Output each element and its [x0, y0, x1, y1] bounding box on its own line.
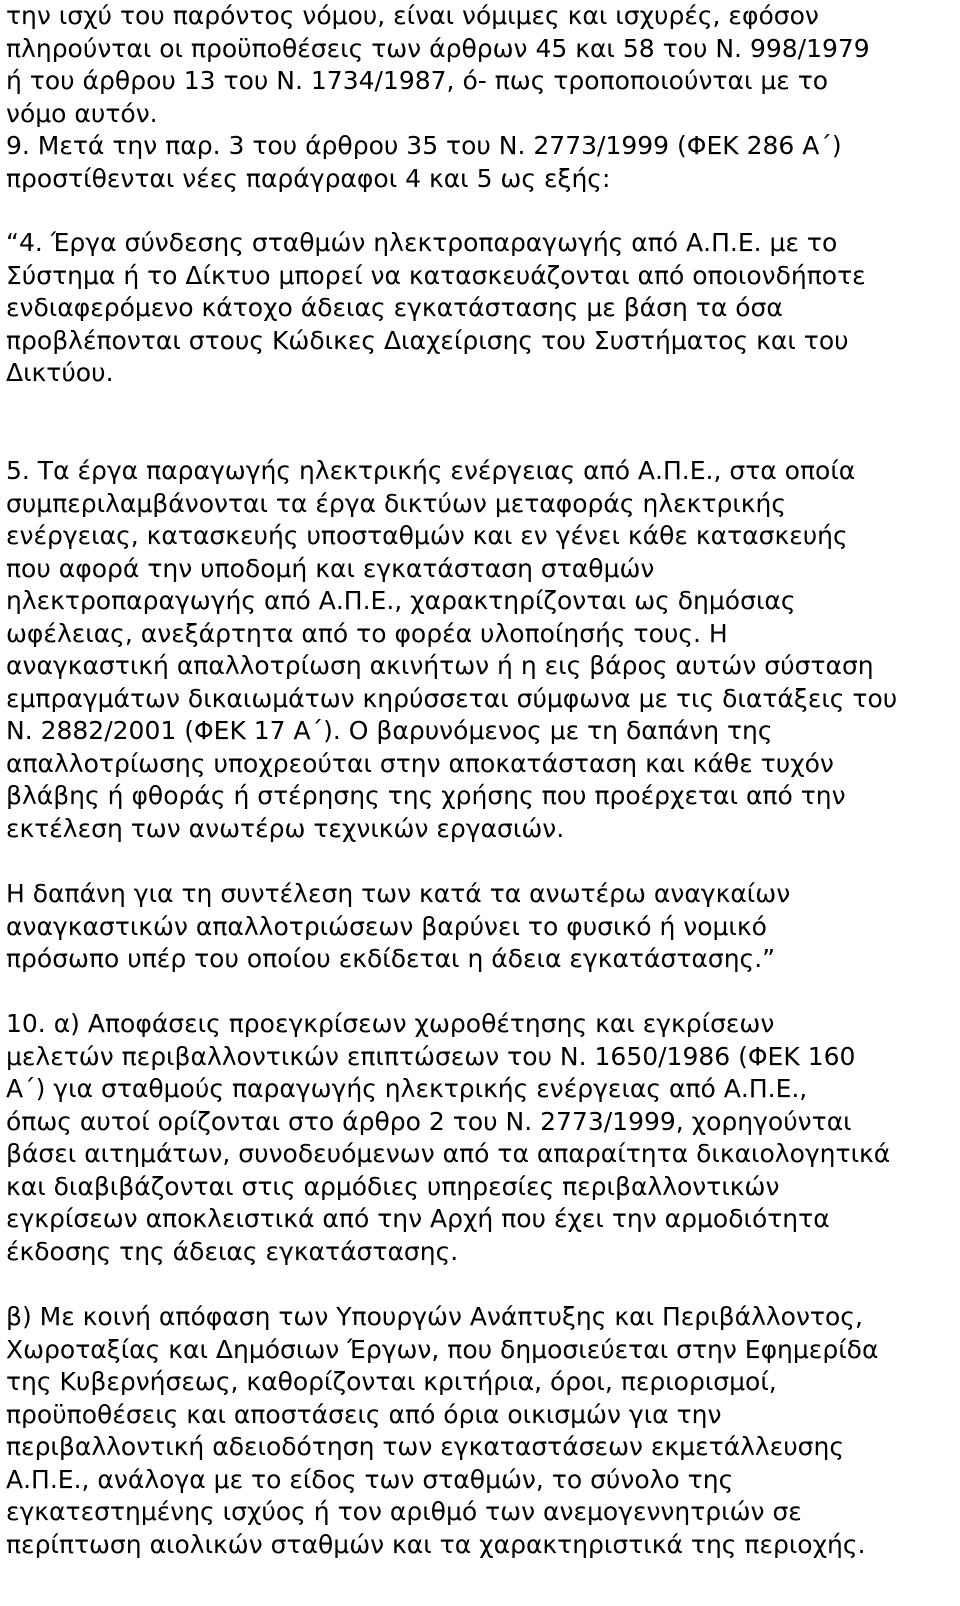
text-line: “4. Έργα σύνδεσης σταθμών ηλεκτροπαραγωγής από Α.Π.Ε. με το [6, 228, 838, 257]
text-line: αναγκαστική απαλλοτρίωση ακινήτων ή η εις βάρος αυτών σύσταση [6, 651, 874, 680]
text-line: 10. α) Αποφάσεις προεγκρίσεων χωροθέτησης και εγκρίσεων [6, 1009, 775, 1038]
text-line: 9. Μετά την παρ. 3 του άρθρου 35 του Ν. 2773/1999 (ΦΕΚ 286 Α΄) [6, 131, 842, 160]
text-line: προϋποθέσεις και αποστάσεις από όρια οικισμών για την [6, 1399, 722, 1429]
text-line: πρόσωπο υπέρ του οποίου εκδίδεται η άδεια εγκατάστασης.” [6, 944, 776, 973]
text-line: Α΄) για σταθμούς παραγωγής ηλεκτρικής ενέργειας από Α.Π.Ε., [6, 1074, 808, 1103]
text-line: μελετών περιβαλλοντικών επιπτώσεων του Ν. 1650/1986 (ΦΕΚ 160 [6, 1041, 856, 1071]
text-line: ενέργειας, κατασκευής υποσταθμών και εν γένει κάθε κατασκευής [6, 521, 848, 550]
text-line: 5. Τα έργα παραγωγής ηλεκτρικής ενέργειας από Α.Π.Ε., στα οποία [6, 456, 856, 485]
text-line: Α.Π.Ε., ανάλογα με το είδος των σταθμών, το σύνολο της [6, 1464, 734, 1494]
text-line: αναγκαστικών απαλλοτριώσεων βαρύνει το φυσικό ή νομικό [6, 911, 767, 941]
paragraph-item-10b [6, 1301, 878, 1561]
text-line: προβλέπονται στους Κώδικες Διαχείρισης του Συστήματος και του [6, 325, 849, 355]
text-line: όπως αυτοί ορίζονται στο άρθρο 2 του Ν. 2773/1999, χορηγούνται [6, 1106, 852, 1136]
text-line: περιβαλλοντική αδειοδότηση των εγκαταστάσεων εκμετάλλευσης [6, 1432, 845, 1461]
text-line: εκτέλεση των ανωτέρω τεχνικών εργασιών. [6, 813, 565, 843]
text-line: Χωροταξίας και Δημόσιων Έργων, που δημοσιεύεται στην Εφημερίδα [6, 1334, 879, 1364]
text-line: βάσει αιτημάτων, συνοδευόμενων από τα απαραίτητα δικαιολογητικά [6, 1139, 891, 1168]
text-line: απαλλοτρίωσης υποχρεούται στην αποκατάσταση και κάθε τυχόν [6, 748, 834, 778]
text-line: νόμο αυτόν. [6, 98, 158, 128]
text-line: Δικτύου. [6, 358, 114, 387]
text-line: την ισχύ του παρόντος νόμου, είναι νόμιμες και ισχυρές, εφόσον [6, 1, 819, 30]
paragraph-item-4 [6, 227, 866, 390]
paragraph-intro [6, 0, 870, 130]
text-line: Σύστημα ή το Δίκτυο μπορεί να κατασκευάζονται από οποιονδήποτε [6, 260, 866, 290]
text-line: εγκατεστημένης ισχύος ή τον αριθμό των ανεμογεννητριών σε [6, 1497, 802, 1526]
paragraph-cost [6, 878, 790, 976]
text-line: ενδιαφερόμενο κάτοχο άδειας εγκατάστασης με βάση τα όσα [6, 293, 783, 322]
text-line: εμπραγμάτων δικαιωμάτων κηρύσσεται σύμφωνα με τις διατάξεις του [6, 683, 898, 713]
text-line: ή του άρθρου 13 του Ν. 1734/1987, ό- πως τροποποιούνται με το [6, 66, 829, 95]
text-line: Ν. 2882/2001 (ΦΕΚ 17 Α΄). Ο βαρυνόμενος με τη δαπάνη της [6, 716, 773, 745]
text-line: συμπεριλαμβάνονται τα έργα δικτύων μεταφοράς ηλεκτρικής [6, 488, 787, 518]
paragraph-item-10a [6, 1008, 890, 1268]
text-line: βλάβης ή φθοράς ή στέρησης της χρήσης που προέρχεται από την [6, 781, 846, 810]
text-line: ωφέλειας, ανεξάρτητα από το φορέα υλοποίησής τους. Η [6, 618, 728, 648]
text-line: περίπτωση αιολικών σταθμών και τα χαρακτηριστικά της περιοχής. [6, 1529, 866, 1559]
text-line: της Κυβερνήσεως, καθορίζονται κριτήρια, όροι, περιορισμοί, [6, 1367, 777, 1396]
text-line: β) Με κοινή απόφαση των Υπουργών Ανάπτυξης και Περιβάλλοντος, [6, 1302, 863, 1331]
text-line: έκδοσης της άδειας εγκατάστασης. [6, 1236, 459, 1266]
text-line: ηλεκτροπαραγωγής από Α.Π.Ε., χαρακτηρίζονται ως δημόσιας [6, 586, 796, 615]
text-line: Η δαπάνη για τη συντέλεση των κατά τα ανωτέρω αναγκαίων [6, 879, 791, 908]
paragraph-item-5 [6, 455, 897, 845]
text-line: πληρούνται οι προϋποθέσεις των άρθρων 45 και 58 του Ν. 998/1979 [6, 33, 870, 63]
text-line: και διαβιβάζονται στις αρμόδιες υπηρεσίες περιβαλλοντικών [6, 1171, 780, 1201]
paragraph-item-9 [6, 130, 842, 195]
text-line: που αφορά την υποδομή και εγκατάσταση σταθμών [6, 553, 655, 583]
text-line: εγκρίσεων αποκλειστικά από την Αρχή που έχει την αρμοδιότητα [6, 1204, 830, 1233]
text-line: προστίθενται νέες παράγραφοι 4 και 5 ως εξής: [6, 163, 611, 193]
